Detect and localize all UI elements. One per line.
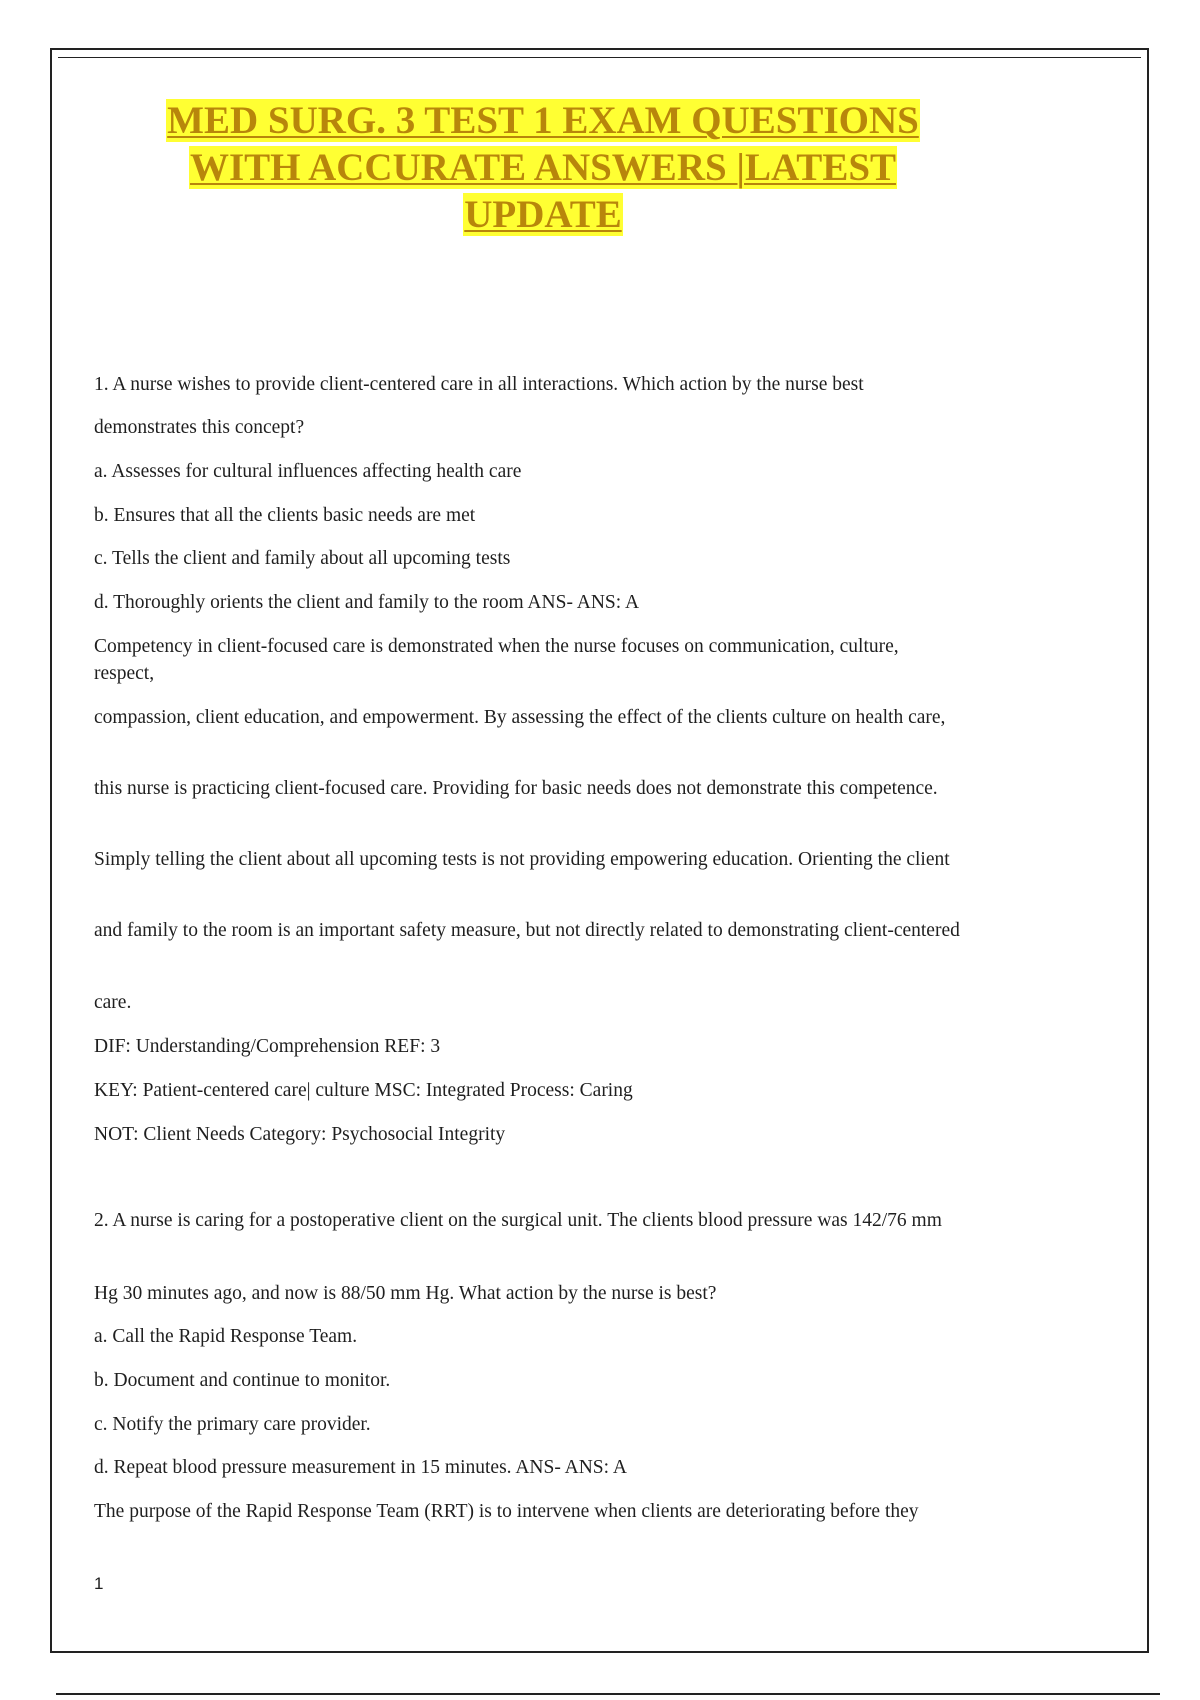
q1-option-b: b. Ensures that all the clients basic needs are met (94, 505, 476, 526)
q2-rationale-1: The purpose of the Rapid Response Team (RRT) is to intervene when clients are deteriorating before they (94, 1501, 919, 1522)
q1-option-d-answer: d. Thoroughly orients the client and family to the room ANS- ANS: A (94, 592, 640, 613)
frame-top-rule (58, 57, 1141, 58)
q1-rationale-4: Simply telling the client about all upcoming tests is not providing empowering education. Orienting the client (94, 849, 950, 870)
q1-not: NOT: Client Needs Category: Psychosocial Integrity (94, 1124, 506, 1145)
q1-key: KEY: Patient-centered care| culture MSC: Integrated Process: Caring (94, 1080, 633, 1101)
title-line-3: UPDATE (464, 193, 622, 236)
q2-option-d-answer: d. Repeat blood pressure measurement in 15 minutes. ANS- ANS: A (94, 1457, 627, 1478)
q1-stem-line-2: demonstrates this concept? (94, 417, 305, 438)
q1-difficulty: DIF: Understanding/Comprehension REF: 3 (94, 1036, 441, 1057)
q1-rationale-1: Competency in client-focused care is demonstrated when the nurse focuses on communication, culture, respect, (94, 636, 899, 684)
q1-rationale-3: this nurse is practicing client-focused care. Providing for basic needs does not demonstrate this competence. (94, 778, 938, 799)
q2-option-a: a. Call the Rapid Response Team. (94, 1326, 358, 1347)
q1-rationale-2: compassion, client education, and empowerment. By assessing the effect of the clients culture on health care, (94, 707, 946, 728)
q1-rationale-5: and family to the room is an important safety measure, but not directly related to demonstrating client-centered (94, 920, 960, 941)
q2-option-b: b. Document and continue to monitor. (94, 1370, 391, 1391)
q2-stem-line-2: Hg 30 minutes ago, and now is 88/50 mm Hg. What action by the nurse is best? (94, 1283, 717, 1304)
q1-stem-line-1: 1. A nurse wishes to provide client-centered care in all interactions. Which action by the nurse best (94, 374, 864, 395)
q2-option-c: c. Notify the primary care provider. (94, 1414, 371, 1435)
page-number: 1 (94, 1574, 104, 1593)
q1-rationale-6: care. (94, 992, 132, 1013)
document-title (120, 97, 966, 238)
q1-option-a: a. Assesses for cultural influences affecting health care (94, 461, 522, 482)
title-line-1: MED SURG. 3 TEST 1 EXAM QUESTIONS (167, 99, 919, 142)
title-line-2: WITH ACCURATE ANSWERS |LATEST (189, 146, 897, 189)
q2-stem-line-1: 2. A nurse is caring for a postoperative client on the surgical unit. The clients blood pressure was 142/76 mm (94, 1210, 942, 1231)
q1-option-c: c. Tells the client and family about all upcoming tests (94, 548, 511, 569)
next-page-top-rule (56, 1693, 1160, 1695)
